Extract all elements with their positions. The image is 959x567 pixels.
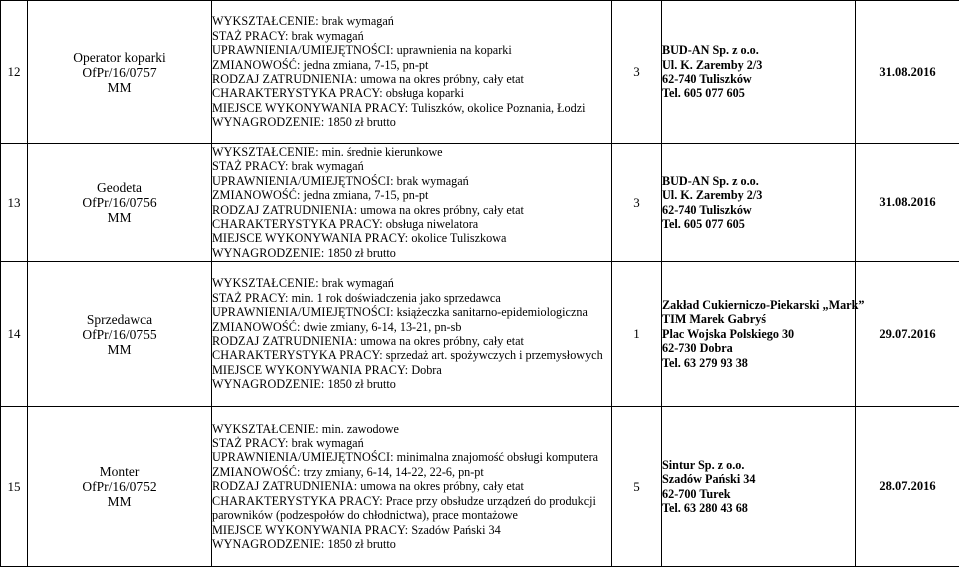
detail-value: min. 1 rok doświadczenia jako sprzedawca bbox=[292, 291, 501, 305]
employer-line: Ul. K. Zaremby 2/3 bbox=[662, 188, 855, 202]
job-title: Sprzedawca bbox=[28, 312, 211, 327]
detail-line bbox=[212, 14, 611, 28]
detail-line bbox=[212, 363, 611, 377]
office-code: MM bbox=[28, 342, 211, 357]
positions-count: 1 bbox=[612, 262, 662, 407]
employer-line: Ul. K. Zaremby 2/3 bbox=[662, 58, 855, 72]
detail-line bbox=[212, 115, 611, 129]
detail-line bbox=[212, 450, 611, 464]
detail-line bbox=[212, 101, 611, 115]
detail-line bbox=[212, 276, 611, 290]
detail-value: 1850 zł brutto bbox=[327, 115, 395, 129]
detail-line bbox=[212, 58, 611, 72]
positions-count: 5 bbox=[612, 407, 662, 567]
detail-line bbox=[212, 523, 611, 537]
offer-code: OfPr/16/0757 bbox=[28, 65, 211, 80]
detail-line bbox=[212, 479, 611, 493]
employer-line: BUD-AN Sp. z o.o. bbox=[662, 174, 855, 188]
job-title-cell bbox=[28, 407, 212, 567]
job-title-cell bbox=[28, 144, 212, 262]
detail-value: brak wymagań bbox=[322, 276, 394, 290]
job-title: Monter bbox=[28, 464, 211, 479]
detail-value: dwie zmiany, 6-14, 13-21, pn-sb bbox=[304, 320, 462, 334]
detail-value: umowa na okres próbny, cały etat bbox=[360, 72, 524, 86]
employer-line: Plac Wojska Polskiego 30 bbox=[662, 327, 855, 341]
employer-line: TIM Marek Gabryś bbox=[662, 312, 855, 326]
positions-count: 3 bbox=[612, 1, 662, 144]
detail-label: STAŻ PRACY: bbox=[212, 29, 289, 43]
detail-label: RODZAJ ZATRUDNIENIA: bbox=[212, 479, 357, 493]
detail-line bbox=[212, 334, 611, 348]
detail-label: UPRAWNIENIA/UMIEJĘTNOŚCI: bbox=[212, 174, 394, 188]
detail-label: ZMIANOWOŚĆ: bbox=[212, 58, 300, 72]
employer-cell bbox=[662, 1, 856, 144]
detail-line bbox=[212, 494, 611, 523]
detail-value: obsługa koparki bbox=[386, 86, 464, 100]
employer-line: Tel. 605 077 605 bbox=[662, 217, 855, 231]
detail-value: umowa na okres próbny, cały etat bbox=[360, 334, 524, 348]
detail-value: uprawnienia na koparki bbox=[397, 43, 512, 57]
offer-code: OfPr/16/0752 bbox=[28, 479, 211, 494]
offer-code: OfPr/16/0756 bbox=[28, 195, 211, 210]
detail-line bbox=[212, 291, 611, 305]
detail-value: brak wymagań bbox=[322, 14, 394, 28]
detail-line bbox=[212, 348, 611, 362]
detail-value: 1850 zł brutto bbox=[327, 377, 395, 391]
detail-value: trzy zmiany, 6-14, 14-22, 22-6, pn-pt bbox=[304, 465, 484, 479]
detail-value: min. średnie kierunkowe bbox=[322, 145, 443, 159]
table-row bbox=[1, 144, 959, 262]
employer-line: Szadów Pański 34 bbox=[662, 472, 855, 486]
detail-label: MIEJSCE WYKONYWANIA PRACY: bbox=[212, 231, 408, 245]
employer-line: Tel. 63 280 43 68 bbox=[662, 501, 855, 515]
detail-value: Prace przy obsłudze urządzeń do produkcji parowników (podzespołów do chłodnictwa), prace montażowe bbox=[212, 494, 596, 522]
detail-value: jedna zmiana, 7-15, pn-pt bbox=[304, 58, 429, 72]
detail-line bbox=[212, 145, 611, 159]
row-number: 15 bbox=[1, 407, 28, 567]
detail-line bbox=[212, 422, 611, 436]
detail-label: MIEJSCE WYKONYWANIA PRACY: bbox=[212, 523, 408, 537]
job-details-cell bbox=[212, 1, 612, 144]
detail-value: brak wymagań bbox=[292, 436, 364, 450]
detail-line bbox=[212, 43, 611, 57]
detail-label: WYNAGRODZENIE: bbox=[212, 115, 324, 129]
detail-value: sprzedaż art. spożywczych i przemysłowych bbox=[386, 348, 603, 362]
detail-value: 1850 zł brutto bbox=[327, 537, 395, 551]
detail-label: WYKSZTAŁCENIE: bbox=[212, 14, 319, 28]
job-title: Operator koparki bbox=[28, 50, 211, 65]
employer-line: 62-740 Tuliszków bbox=[662, 72, 855, 86]
detail-value: min. zawodowe bbox=[322, 422, 399, 436]
table-row bbox=[1, 1, 959, 144]
detail-label: WYNAGRODZENIE: bbox=[212, 377, 324, 391]
employer-cell bbox=[662, 262, 856, 407]
employer-cell bbox=[662, 144, 856, 262]
detail-label: ZMIANOWOŚĆ: bbox=[212, 188, 300, 202]
job-details-cell bbox=[212, 262, 612, 407]
detail-label: STAŻ PRACY: bbox=[212, 159, 289, 173]
detail-value: brak wymagań bbox=[397, 174, 469, 188]
detail-label: CHARAKTERYSTYKA PRACY: bbox=[212, 86, 383, 100]
detail-label: RODZAJ ZATRUDNIENIA: bbox=[212, 203, 357, 217]
employer-line: 62-730 Dobra bbox=[662, 341, 855, 355]
detail-value: Dobra bbox=[411, 363, 441, 377]
detail-label: CHARAKTERYSTYKA PRACY: bbox=[212, 494, 383, 508]
detail-label: UPRAWNIENIA/UMIEJĘTNOŚCI: bbox=[212, 43, 394, 57]
detail-label: WYKSZTAŁCENIE: bbox=[212, 276, 319, 290]
detail-line bbox=[212, 86, 611, 100]
offer-date: 28.07.2016 bbox=[856, 407, 959, 567]
detail-line bbox=[212, 537, 611, 551]
detail-label: ZMIANOWOŚĆ: bbox=[212, 320, 300, 334]
detail-label: MIEJSCE WYKONYWANIA PRACY: bbox=[212, 363, 408, 377]
detail-line bbox=[212, 465, 611, 479]
detail-line bbox=[212, 203, 611, 217]
office-code: MM bbox=[28, 210, 211, 225]
employer-line: Tel. 605 077 605 bbox=[662, 86, 855, 100]
detail-value: umowa na okres próbny, cały etat bbox=[360, 203, 524, 217]
offer-date: 31.08.2016 bbox=[856, 1, 959, 144]
employer-line: Zakład Cukierniczo-Piekarski „Mark” bbox=[662, 298, 855, 312]
detail-line bbox=[212, 231, 611, 245]
detail-line bbox=[212, 320, 611, 334]
detail-label: WYNAGRODZENIE: bbox=[212, 537, 324, 551]
detail-label: WYNAGRODZENIE: bbox=[212, 246, 324, 260]
detail-label: RODZAJ ZATRUDNIENIA: bbox=[212, 334, 357, 348]
table-row bbox=[1, 262, 959, 407]
detail-value: brak wymagań bbox=[292, 159, 364, 173]
detail-line bbox=[212, 436, 611, 450]
detail-value: Szadów Pański 34 bbox=[411, 523, 500, 537]
detail-line bbox=[212, 29, 611, 43]
detail-value: brak wymagań bbox=[292, 29, 364, 43]
detail-label: ZMIANOWOŚĆ: bbox=[212, 465, 300, 479]
detail-value: obsługa niwelatora bbox=[386, 217, 478, 231]
employer-line: BUD-AN Sp. z o.o. bbox=[662, 43, 855, 57]
detail-value: umowa na okres próbny, cały etat bbox=[360, 479, 524, 493]
row-number: 13 bbox=[1, 144, 28, 262]
detail-label: WYKSZTAŁCENIE: bbox=[212, 145, 319, 159]
detail-value: okolice Tuliszkowa bbox=[411, 231, 506, 245]
job-title-cell bbox=[28, 262, 212, 407]
employer-cell bbox=[662, 407, 856, 567]
job-details-cell bbox=[212, 407, 612, 567]
detail-label: RODZAJ ZATRUDNIENIA: bbox=[212, 72, 357, 86]
detail-line bbox=[212, 377, 611, 391]
detail-label: UPRAWNIENIA/UMIEJĘTNOŚCI: bbox=[212, 450, 394, 464]
detail-value: Tuliszków, okolice Poznania, Łodzi bbox=[411, 101, 585, 115]
detail-line bbox=[212, 246, 611, 260]
detail-label: CHARAKTERYSTYKA PRACY: bbox=[212, 348, 383, 362]
detail-line bbox=[212, 174, 611, 188]
detail-line bbox=[212, 159, 611, 173]
job-details-cell bbox=[212, 144, 612, 262]
detail-label: STAŻ PRACY: bbox=[212, 291, 289, 305]
employer-line: 62-700 Turek bbox=[662, 487, 855, 501]
detail-label: MIEJSCE WYKONYWANIA PRACY: bbox=[212, 101, 408, 115]
row-number: 14 bbox=[1, 262, 28, 407]
row-number: 12 bbox=[1, 1, 28, 144]
job-title-cell bbox=[28, 1, 212, 144]
offer-date: 31.08.2016 bbox=[856, 144, 959, 262]
detail-value: jedna zmiana, 7-15, pn-pt bbox=[304, 188, 429, 202]
detail-label: WYKSZTAŁCENIE: bbox=[212, 422, 319, 436]
detail-line bbox=[212, 217, 611, 231]
office-code: MM bbox=[28, 494, 211, 509]
offer-code: OfPr/16/0755 bbox=[28, 327, 211, 342]
office-code: MM bbox=[28, 80, 211, 95]
employer-line: Tel. 63 279 93 38 bbox=[662, 356, 855, 370]
employer-line: 62-740 Tuliszków bbox=[662, 203, 855, 217]
detail-label: CHARAKTERYSTYKA PRACY: bbox=[212, 217, 383, 231]
detail-line bbox=[212, 305, 611, 319]
detail-line bbox=[212, 188, 611, 202]
detail-label: UPRAWNIENIA/UMIEJĘTNOŚCI: bbox=[212, 305, 394, 319]
detail-value: 1850 zł brutto bbox=[327, 246, 395, 260]
job-title: Geodeta bbox=[28, 180, 211, 195]
detail-label: STAŻ PRACY: bbox=[212, 436, 289, 450]
detail-line bbox=[212, 72, 611, 86]
offer-date: 29.07.2016 bbox=[856, 262, 959, 407]
detail-value: minimalna znajomość obsługi komputera bbox=[397, 450, 598, 464]
detail-value: książeczka sanitarno-epidemiologiczna bbox=[397, 305, 588, 319]
positions-count: 3 bbox=[612, 144, 662, 262]
table-row bbox=[1, 407, 959, 567]
employer-line: Sintur Sp. z o.o. bbox=[662, 458, 855, 472]
